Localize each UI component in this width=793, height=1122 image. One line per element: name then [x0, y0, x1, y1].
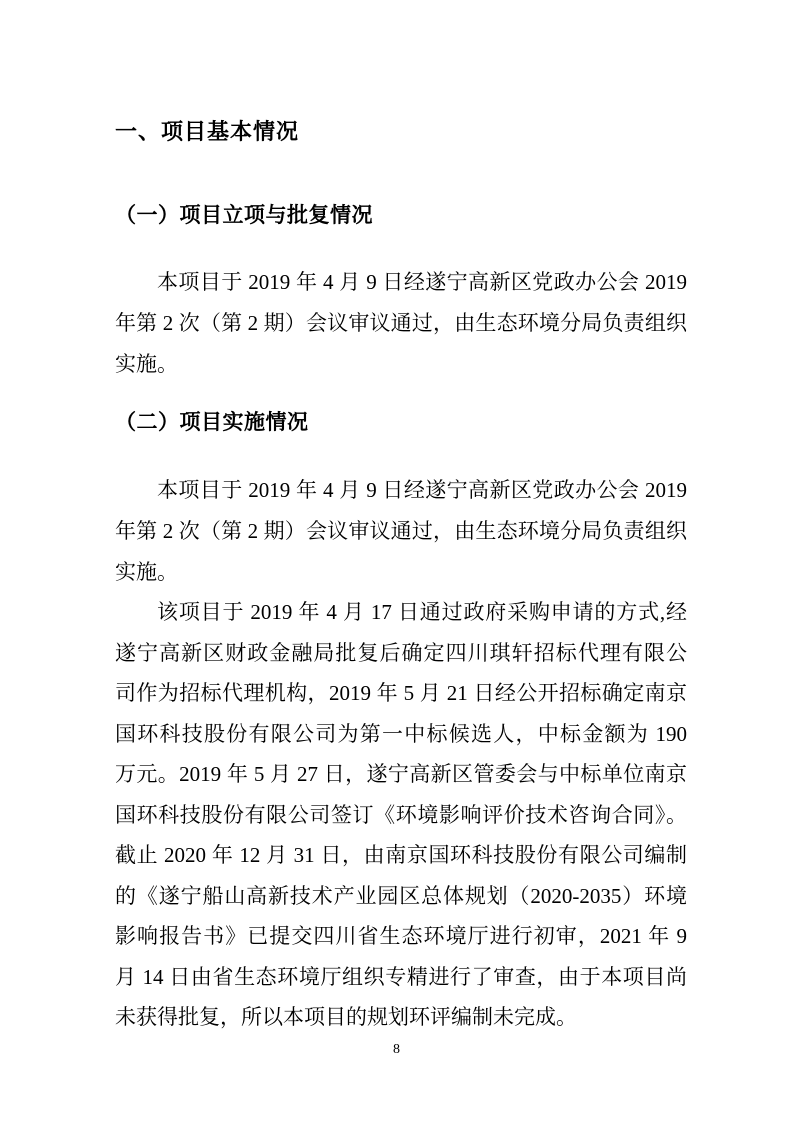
paragraph-line: 月 14 日由省生态环境厅组织专精进行了审查，由于本项目尚 [115, 964, 687, 989]
paragraph-implementation-2 [115, 592, 687, 1038]
paragraph-implementation-1 [115, 470, 687, 593]
paragraph-line: 本项目于 2019 年 4 月 9 日经遂宁高新区党政办公会 2019 [157, 478, 687, 502]
chapter-heading: 一、项目基本情况 [115, 119, 300, 144]
paragraph-line: 万元。2019 年 5 月 27 日，遂宁高新区管委会与中标单位南京 [115, 762, 687, 786]
subsection-title-project-approval: （一）项目立项与批复情况 [115, 203, 373, 227]
paragraph-line: 司作为招标代理机构，2019 年 5 月 21 日经公开招标确定南京 [115, 681, 687, 705]
paragraph-line: 未获得批复，所以本项目的规划环评编制未完成。 [115, 1005, 577, 1029]
paragraph-line: 国环科技股份有限公司为第一中标候选人，中标金额为 190 [115, 721, 687, 746]
subsection-title-project-implementation: （二）项目实施情况 [115, 410, 309, 434]
page-number: 8 [393, 1042, 400, 1057]
paragraph-line: 年第 2 次（第 2 期）会议审议通过，由生态环境分局负责组织 [115, 311, 687, 335]
paragraph-line: 截止 2020 年 12 月 31 日，由南京国环科技股份有限公司编制 [115, 843, 687, 867]
paragraph-line: 影响报告书》已提交四川省生态环境厅进行初审，2021 年 9 [115, 924, 687, 948]
paragraph-line: 的《遂宁船山高新技术产业园区总体规划（2020-2035）环境 [115, 883, 687, 908]
paragraph-line: 实施。 [115, 352, 178, 376]
paragraph-line: 国环科技股份有限公司签订《环境影响评价技术咨询合同》。 [115, 802, 687, 827]
paragraph-line: 本项目于 2019 年 4 月 9 日经遂宁高新区党政办公会 2019 [157, 270, 687, 294]
paragraph-line: 实施。 [115, 560, 178, 584]
paragraph-line: 该项目于 2019 年 4 月 17 日通过政府采购申请的方式,经 [157, 600, 687, 624]
paragraph-line: 遂宁高新区财政金融局批复后确定四川琪轩招标代理有限公 [115, 640, 687, 665]
paragraph-line: 年第 2 次（第 2 期）会议审议通过，由生态环境分局负责组织 [115, 519, 687, 543]
paragraph-approval [115, 262, 687, 385]
